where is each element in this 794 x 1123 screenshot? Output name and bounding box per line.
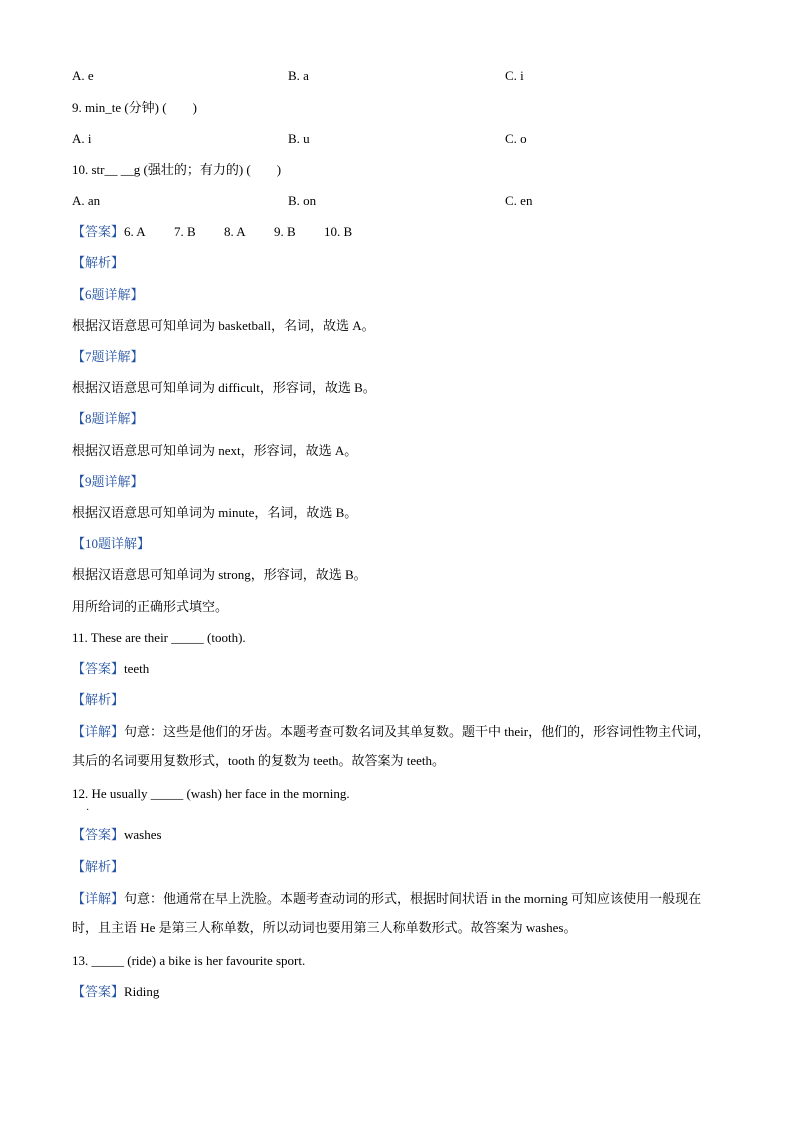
answer-7: 7. B [174, 224, 196, 239]
detail-6-heading: 【6题详解】 [72, 287, 144, 302]
answer-tag: 【答案】 [72, 661, 125, 676]
detail-tag: 【详解】 [72, 724, 125, 739]
answer-tag: 【答案】 [72, 984, 125, 999]
detail-8-heading: 【8题详解】 [72, 411, 144, 426]
q12-answer [72, 826, 162, 844]
answer-9: 9. B [274, 224, 296, 239]
answer-8: 8. A [224, 224, 246, 239]
q12-detail-text: 句意：他通常在早上洗脸。本题考查动词的形式，根据时间状语 in the morning 可知应该使用一般现在时，且主语 He 是第三人称单数，所以动词也要用第三人称单数形式。故答案为 washes。 [72, 891, 702, 935]
q12-analysis-tag: 【解析】 [72, 859, 125, 874]
answer-10: 10. B [324, 224, 353, 239]
q9-option-c: C. o [505, 131, 527, 146]
q9-option-a: A. i [72, 131, 92, 146]
q11-analysis-tag: 【解析】 [72, 692, 125, 707]
q13-answer-value: Riding [124, 984, 160, 999]
answer-tag: 【答案】 [72, 827, 125, 842]
answers-6-10 [72, 223, 374, 241]
detail-6-text: 根据汉语意思可知单词为 basketball，名词，故选 A。 [72, 318, 375, 333]
q10-option-c: C. en [505, 193, 533, 208]
q11-detail [72, 717, 722, 775]
q8-option-b: B. a [288, 68, 309, 83]
stray-dot: · [86, 805, 90, 816]
detail-7-heading: 【7题详解】 [72, 349, 144, 364]
q13-answer [72, 983, 159, 1001]
q12-answer-value: washes [124, 827, 162, 842]
answer-tag: 【答案】 [72, 224, 125, 239]
q10-option-a: A. an [72, 193, 101, 208]
analysis-tag: 【解析】 [72, 255, 125, 270]
q12-stem: 12. He usually _____ (wash) her face in the morning. [72, 786, 350, 801]
q8-option-c: C. i [505, 68, 524, 83]
detail-9-heading: 【9题详解】 [72, 474, 144, 489]
q11-stem: 11. These are their _____ (tooth). [72, 630, 246, 645]
q9-stem: 9. min_te (分钟) ( ) [72, 100, 197, 115]
detail-10-heading: 【10题详解】 [72, 536, 151, 551]
q11-detail-text: 句意：这些是他们的牙齿。本题考查可数名词及其单复数。题干中 their，他们的，形容词性物主代词，其后的名词要用复数形式，tooth 的复数为 teeth。故答案为 teeth。 [72, 724, 711, 768]
detail-7-text: 根据汉语意思可知单词为 difficult，形容词，故选 B。 [72, 380, 376, 395]
q11-answer-value: teeth [124, 661, 150, 676]
q11-answer [72, 660, 149, 678]
q10-option-b: B. on [288, 193, 317, 208]
q13-stem: 13. _____ (ride) a bike is her favourite sport. [72, 953, 306, 968]
section-instruction: 用所给词的正确形式填空。 [72, 599, 229, 614]
detail-tag: 【详解】 [72, 891, 125, 906]
detail-8-text: 根据汉语意思可知单词为 next，形容词，故选 A。 [72, 443, 358, 458]
detail-10-text: 根据汉语意思可知单词为 strong，形容词，故选 B。 [72, 567, 367, 582]
q10-stem: 10. str__ __g (强壮的；有力的) ( ) [72, 162, 282, 177]
q9-option-b: B. u [288, 131, 310, 146]
q12-detail [72, 884, 722, 942]
answer-6: 6. A [124, 224, 146, 239]
detail-9-text: 根据汉语意思可知单词为 minute，名词，故选 B。 [72, 505, 358, 520]
q8-option-a: A. e [72, 68, 94, 83]
